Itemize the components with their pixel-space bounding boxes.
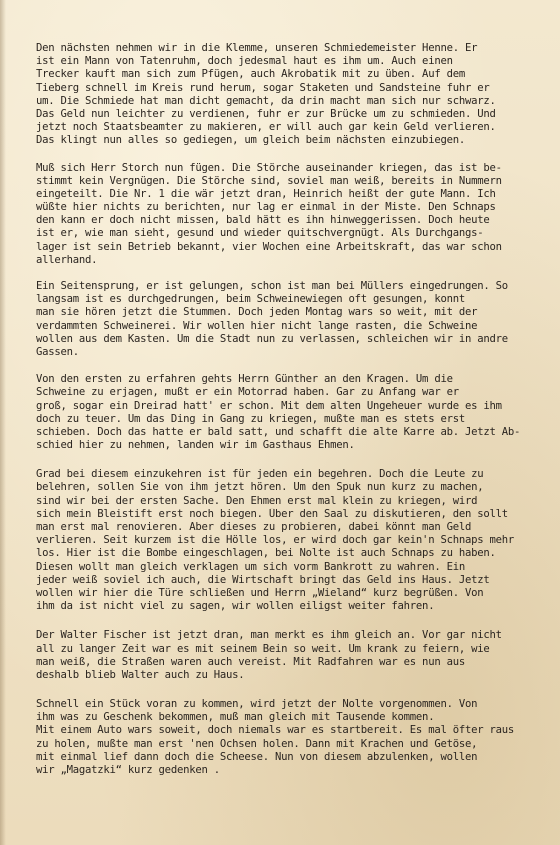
text-line: Trecker kauft man sich zum Pfügen, auch Akrobatik mit zu üben. Auf dem (36, 68, 465, 81)
text-line: schied hier zu nehmen, landen wir im Gasthaus Ehmen. (36, 439, 355, 452)
text-line: Gassen. (36, 345, 79, 358)
text-line: langsam ist es durchgedrungen, beim Schweinewiegen oft gesungen, konnt (36, 293, 465, 306)
text-line: schieben. Doch das hatte er bald satt, und schafft die alte Karre ab. Jetzt Ab- (36, 425, 521, 438)
text-line: um. Die Schmiede hat man dicht gemacht, da drin macht man sich nur schwarz. (36, 94, 496, 107)
text-line: man erst mal renovieren. Aber dieses zu probieren, dabei könnt man Geld (36, 521, 472, 533)
text-line: man sie hören jetzt die Stummen. Doch jeden Montag wars so weit, mit der (36, 306, 478, 319)
text-line: Das Geld nun leichter zu verdienen, fuhr er zur Brücke um zu schmieden. Und (36, 107, 496, 120)
text-line: ist er, wie man sieht, gesund und wieder quitschvergnügt. Als Durchgangs- (36, 227, 484, 240)
text-line: Von den ersten zu erfahren gehts Herrn Günther an den Kragen. Um die (36, 373, 453, 386)
text-line: wüßte hier nichts zu berichten, nur lag er einmal in der Miste. Den Schnaps (36, 201, 496, 214)
text-line: Tieberg schnell im Kreis rund herum, sogar Staketen und Sandsteine fuhr er (36, 81, 490, 94)
text-line: sich mein Bleistift erst noch biegen. Über den Saal zu diskutieren, den sollt (36, 507, 508, 520)
text-line: doch zu teuer. Um das Ding in Gang zu kriegen, mußte man es stets erst (36, 412, 465, 425)
text-line: allerhand. (36, 253, 98, 266)
text-line: Grad bei diesem einzukehren ist für jeden ein begehren. Doch die Leute zu (36, 468, 484, 481)
text-line: zu holen, mußte man erst 'nen Ochsen holen. Dann mit Krachen und Getöse, (36, 737, 478, 750)
text-line: lager ist sein Betrieb bekannt, vier Wochen eine Arbeitskraft, das war schon (36, 240, 502, 253)
text-line: sind wir bei der ersten Sache. Den Ehmen erst mal klein zu kriegen, wird (36, 494, 478, 507)
text-line: Diesen wollt man gleich verklagen um sich vorm Bankrott zu wahren. Ein (36, 560, 465, 573)
text-line: ihm da ist nicht viel zu sagen, wir wollen eiligst weiter fahren. (36, 600, 435, 613)
text-line: den kann er doch nicht missen, bald hätt es ihn hinweggerissen. Doch heute (36, 214, 490, 227)
text-line: groß, sogar ein Dreirad hatt' er schon. Mit dem alten Ungeheuer wurde es ihm (36, 399, 502, 412)
text-line: belehren, sollen Sie von ihm jetzt hören. Um den Spuk nun kurz zu machen, (36, 481, 484, 494)
paragraph-7 (36, 698, 530, 777)
text-line: mit einmal lief dann doch die Scheese. Nun von diesem abzulenken, wollen (36, 750, 478, 763)
text-line: Den nächsten nehmen wir in die Klemme, unseren Schmiedemeister Henne. Er (36, 42, 478, 54)
paragraph-5 (36, 468, 530, 613)
text-line: stimmt kein Vergnügen. Die Störche sind, soviel man weiß, bereits in Nummern (36, 174, 502, 187)
text-line: Schweine zu erjagen, mußt er ein Motorrad haben. Gar zu Anfang war er (36, 386, 459, 399)
text-line: all zu langer Zeit war es mit seinem Bein so weit. Um krank zu feiern, wie (36, 642, 490, 655)
paragraph-4 (36, 373, 530, 452)
paragraph-1 (36, 42, 530, 148)
page-edge-shadow (0, 0, 6, 845)
text-line: Das klingt nun alles so gediegen, um gleich beim nächsten einzubiegen. (36, 134, 465, 147)
text-line: Mit einem Auto wars soweit, doch niemals war es startbereit. Es mal öfter raus (36, 724, 514, 737)
text-line: verdammten Schweinerei. Wir wollen hier nicht lange rasten, die Schweine (36, 319, 478, 332)
text-line: los. Hier ist die Bombe eingeschlagen, bei Nolte ist auch Schnaps zu haben. (36, 547, 496, 560)
paragraph-6 (36, 629, 530, 682)
text-line: wollen wir hier die Türe schließen und Herrn „Wieland“ kurz begrüßen. Von (36, 586, 484, 599)
text-line: verlieren. Seit kurzem ist die Hölle los, er wird doch gar kein'n Schnaps mehr (36, 534, 514, 547)
text-line: man weiß, die Straßen waren auch vereist. Mit Radfahren war es nun aus (36, 655, 465, 668)
text-line: jetzt noch Staatsbeamter zu makieren, er will auch gar kein Geld verlieren. (36, 121, 496, 134)
text-line: Muß sich Herr Storch nun fügen. Die Störche auseinander kriegen, das ist be- (36, 161, 502, 174)
text-line: Der Walter Fischer ist jetzt dran, man merkt es ihm gleich an. Vor gar nicht (36, 629, 502, 642)
text-line: wir „Magatzki“ kurz gedenken . (36, 764, 220, 776)
paragraph-2 (36, 162, 530, 268)
text-line: ist ein Mann von Tatenruhm, doch jedesmal haut es ihm um. Auch einen (36, 55, 453, 68)
text-line: Schnell ein Stück voran zu kommen, wird jetzt der Nolte vorgenommen. Von (36, 698, 478, 711)
text-line: Ein Seitensprung, er ist gelungen, schon ist man bei Müllers eingedrungen. So (36, 280, 508, 292)
text-body (36, 42, 530, 777)
text-line: ihm was zu Geschenk bekommen, muß man gleich mit Tausende kommen. (36, 711, 435, 724)
text-line: deshalb blieb Walter auch zu Haus. (36, 668, 245, 681)
text-line: jeder weiß soviel ich auch, die Wirtschaft bringt das Geld ins Haus. Jetzt (36, 573, 490, 586)
paragraph-3 (36, 280, 530, 359)
text-line: wollen aus dem Kasten. Um die Stadt nun zu verlassen, schleichen wir in andre (36, 332, 508, 345)
text-line: eingeteilt. Die Nr. 1 die wär jetzt dran, Heinrich heißt der gute Mann. Ich (36, 187, 496, 200)
